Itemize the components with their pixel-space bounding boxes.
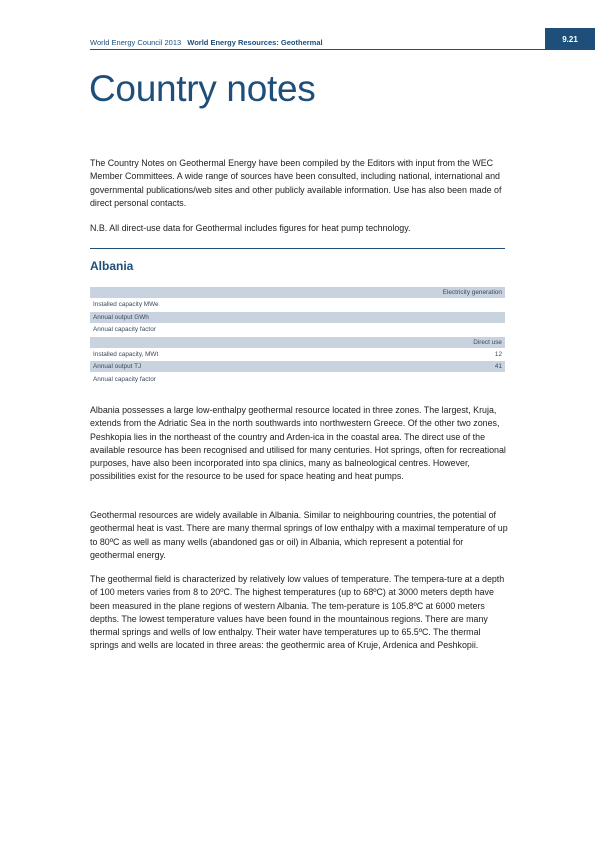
header-rule — [90, 49, 545, 50]
row-label: Annual output GWh — [93, 313, 149, 321]
intro-note: N.B. All direct-use data for Geothermal includes figures for heat pump technology. — [90, 223, 411, 233]
row-label: Installed capacity, MWt — [93, 350, 159, 358]
page-number-tab — [545, 28, 595, 50]
page-title: Country notes — [89, 68, 316, 109]
body-paragraph: Albania possesses a large low-enthalpy geothermal resource located in three zones. The largest, Kruja, extends from the Adriatic Sea in the north southwards into northwestern Greece. Of the other two zones, Peshkopia lies in the northeast of the country and Arden-ica in the coastal area. The direct use of the available resource has been recognised and utilised for many centuries. Hot springs, often for recreational purposes, have also been incorporated into spa clinics, many as balneological centres. However, possibilities exist for the resource to be used for space heating and heat pumps. — [90, 405, 506, 482]
publication-name: World Energy Council 2013 — [90, 38, 182, 47]
row-value: 41 — [494, 363, 502, 371]
table-row — [90, 312, 505, 323]
table-header-label: Direct use — [473, 338, 502, 346]
country-heading: Albania — [90, 259, 134, 273]
row-label: Annual output TJ — [93, 363, 142, 371]
row-value: 12 — [494, 350, 502, 358]
table-header-direct-use — [90, 337, 505, 348]
table-row — [90, 299, 505, 310]
body-paragraph: The geothermal field is characterized by relatively low values of temperature. The tempera-ture at a depth of 100 meters varies from 8 to 20ºC. The highest temperatures (up to 68ºC) at 3000 meters depth have been measured in the plane regions of western Albania. The tem-perature is 105.8ºC at 6000 meters depths. The lowest temperature values have been found in the mountainous regions. There are many thermal springs and wells of low enthalpy. Their water have temperatures up to 65.5ºC. The thermal springs and wells are located in three areas: the geothermic area of Kruje, Ardenica and Peshkopii. — [90, 574, 505, 651]
table-row — [90, 374, 505, 385]
page-number: 9.21 — [562, 34, 578, 44]
section-rule — [90, 248, 505, 249]
row-label: Installed capacity MWe — [93, 301, 159, 309]
report-title: World Energy Resources: Geothermal — [187, 38, 323, 47]
table-header-label: Electricity generation — [442, 289, 502, 297]
row-label: Annual capacity factor — [93, 375, 156, 383]
table-row — [90, 324, 505, 335]
running-header — [90, 38, 323, 47]
row-label: Annual capacity factor — [93, 326, 156, 334]
geothermal-data-table — [90, 287, 505, 386]
table-row — [90, 361, 505, 372]
body-paragraph: Geothermal resources are widely available in Albania. Similar to neighbouring countries, the potential of geothermal heat is vast. There are many thermal springs of low enthalpy with a maximal temperature of up to 80ºC as well as many wells (abandoned gas or oil) in Albania, which represent a potential for geothermal energy. — [90, 510, 508, 560]
intro-paragraph: The Country Notes on Geothermal Energy have been compiled by the Editors with input from the WEC Member Committees. A wide range of sources have been consulted, including national, international and governmental publications/web sites and other publicly available information. Use has also been made of direct personal contacts. — [90, 158, 502, 208]
table-header-electricity — [90, 287, 505, 298]
table-row — [90, 349, 505, 360]
